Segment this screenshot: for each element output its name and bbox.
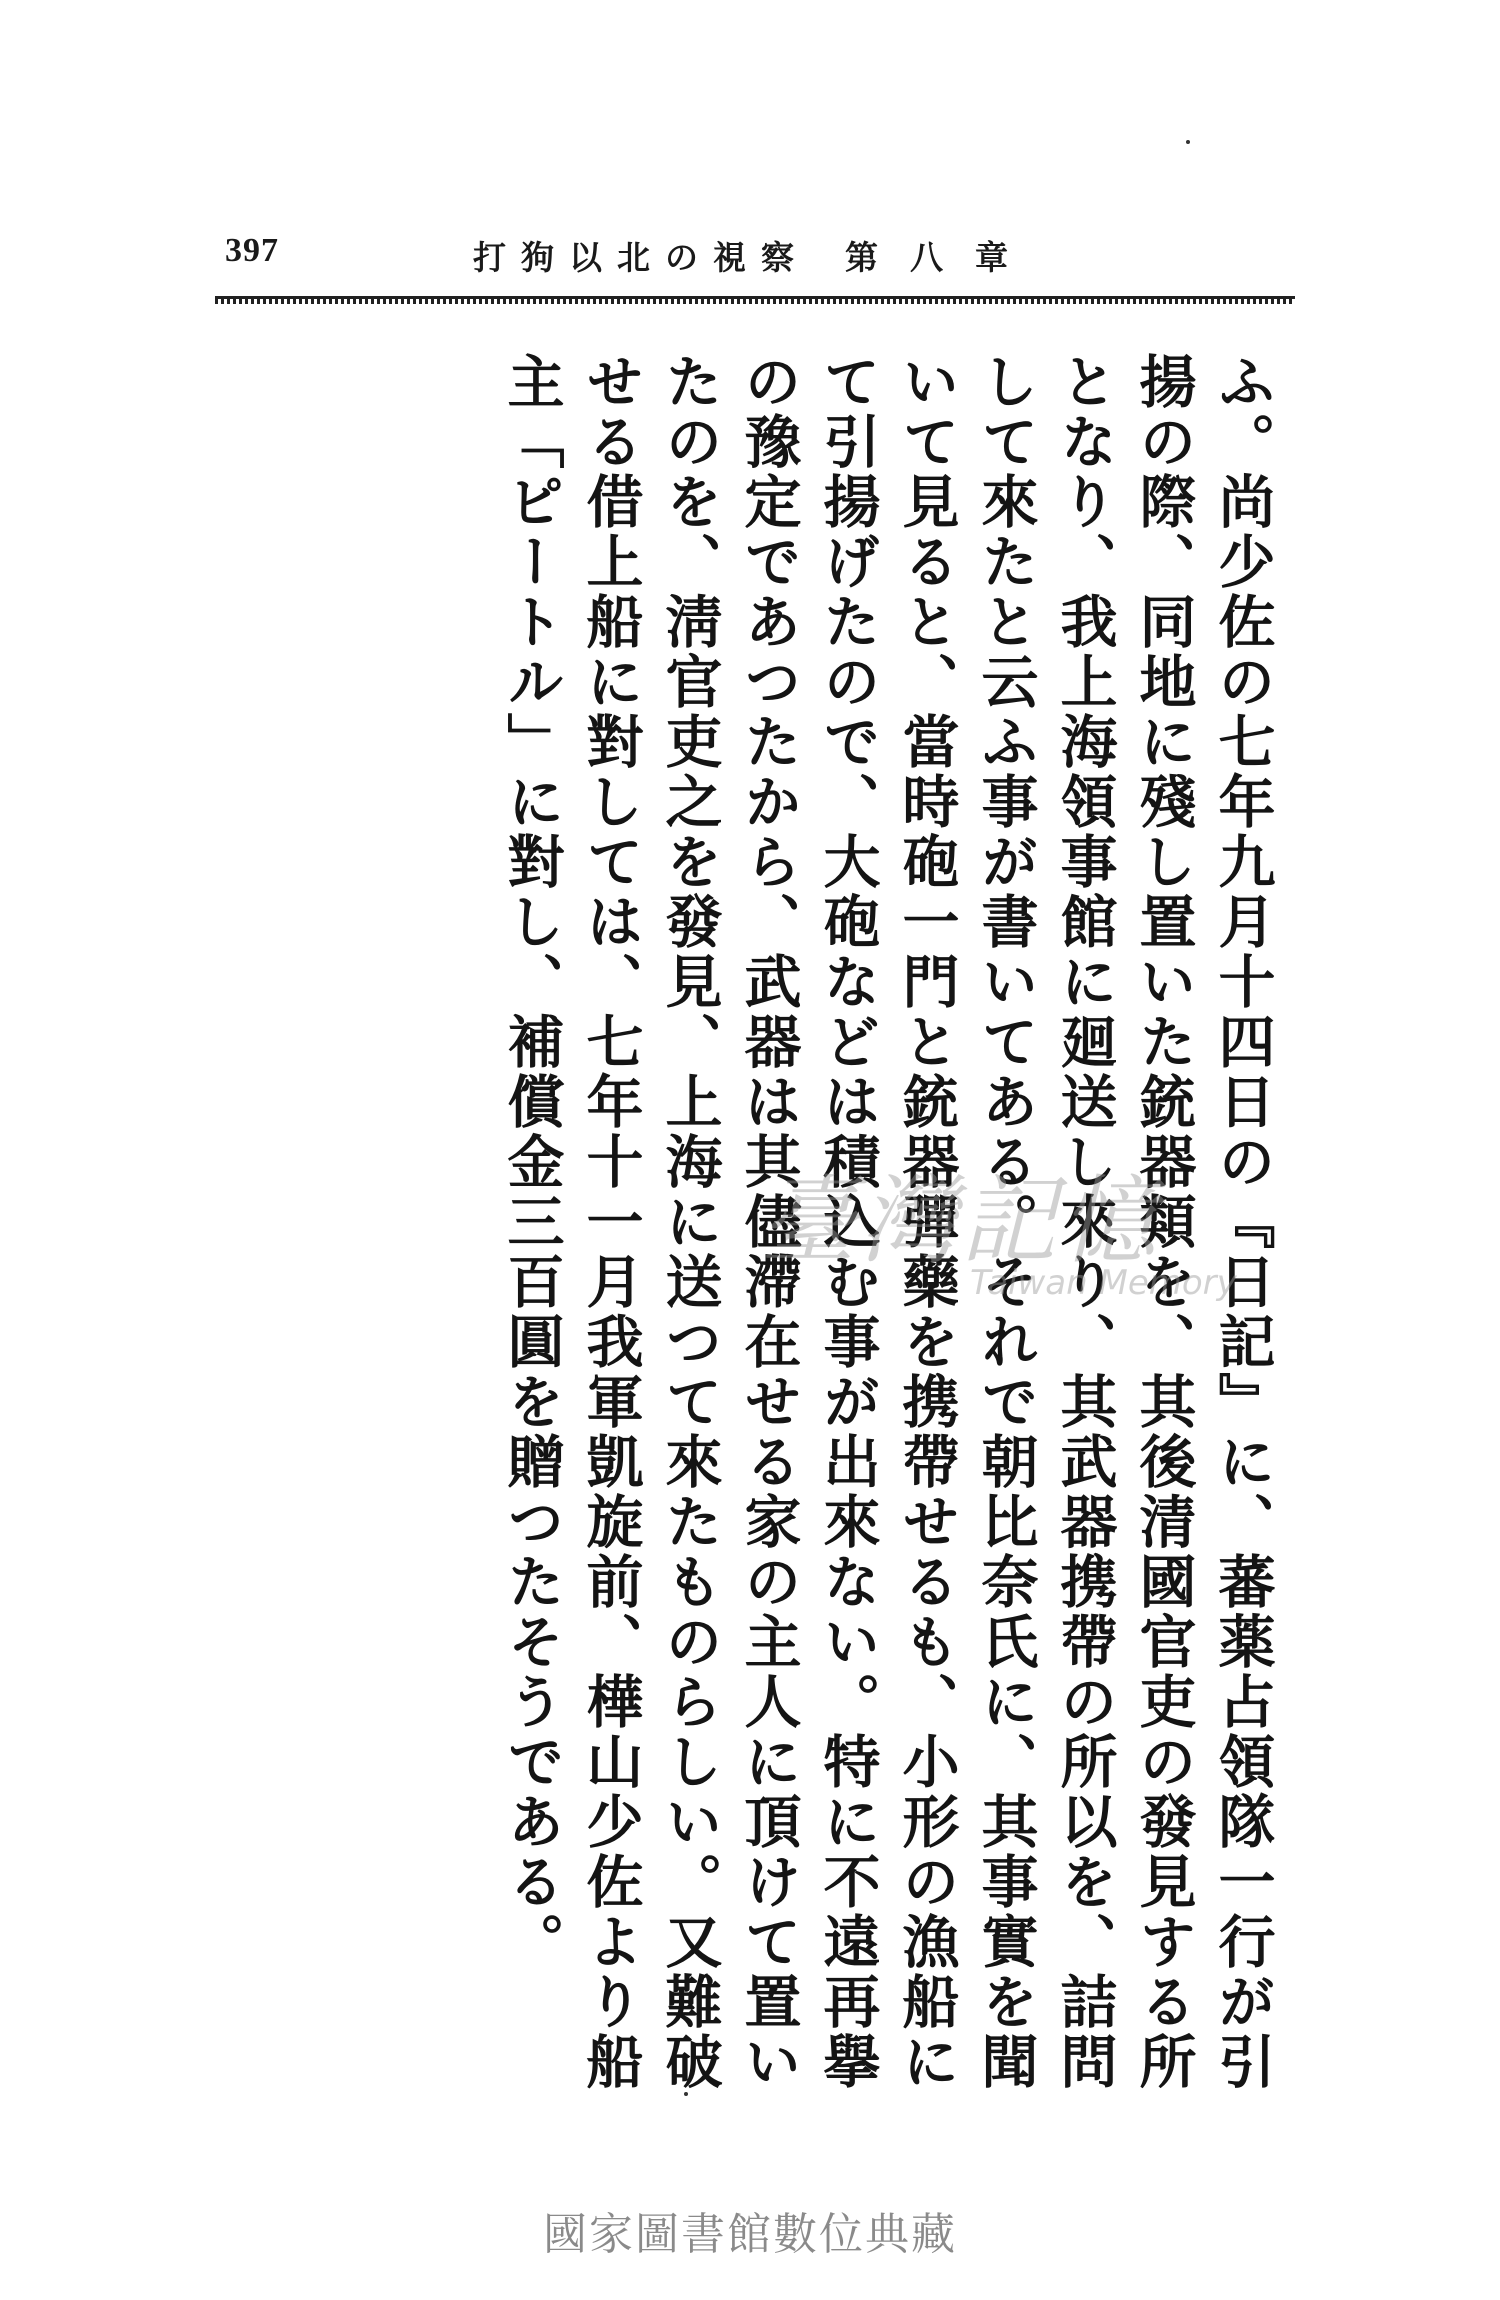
running-head (470, 232, 1040, 276)
body-paragraph: ふ。尚少佐の七年九月十四日の『日記』に、蕃薬占領隊一行が引揚の際、同地に殘し置いた銃器類を、其後清國官吏の發見する所となり、我上海領事館に廻送し來り、其武器携帶の所以を、詰問して來たと云ふ事が書いてある。それで朝比奈氏に、其事實を聞いて見ると、當時砲一門と銃器彈藥を携帶せるも、小形の漁船にて引揚げたので、大砲などは積込む事が出來ない。特に不遠再擧の豫定であつたから、武器は其儘滯在せる家の主人に頂けて置いたのを、淸官吏之を發見、上海に送つて來たものらしい。又難破せる借上船に對しては、七年十一月我軍凱旋前、樺山少佐より船主「ピートル」に對し、補償金三百圓を贈つたそうである。 (498, 352, 1276, 2092)
ink-speck (1186, 140, 1190, 144)
watermark-subtitle: Taiwan Memory (970, 1263, 1237, 1303)
footer-credit: 國家圖書館數位典藏 (543, 2209, 957, 2260)
header-rule (215, 296, 1295, 304)
section-title: 打狗以北の視察 (473, 238, 809, 277)
watermark-chars: 臺灣記憶 (760, 1165, 1160, 1277)
chapter-label: 第八章 (845, 238, 1040, 277)
watermark-logo (760, 1145, 1237, 1335)
page-number: 397 (225, 232, 279, 269)
ink-speck (684, 2092, 688, 2096)
